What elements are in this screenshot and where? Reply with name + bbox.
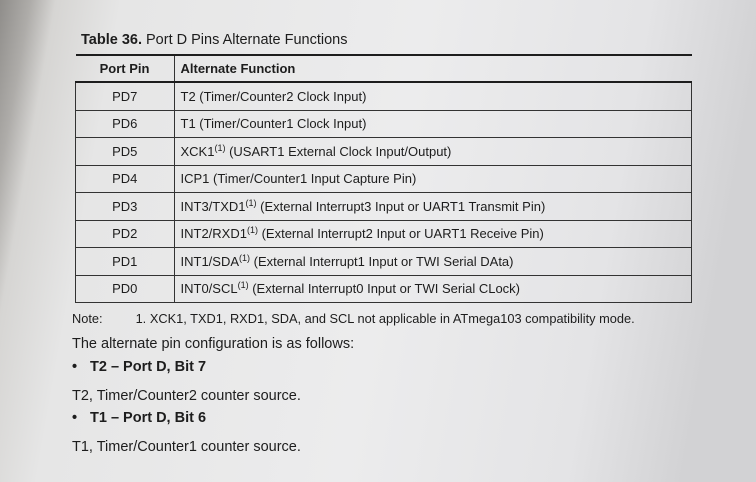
note-number: 1. <box>135 311 147 326</box>
bullet-icon: • <box>72 410 78 426</box>
function-text: INT3/TXD1 <box>180 198 246 214</box>
function-text: T1 (Timer/Counter1 Clock Input) <box>180 116 367 132</box>
port-pin-cell: PD6 <box>76 110 175 138</box>
table-caption <box>81 32 348 48</box>
bullet-icon: • <box>72 359 78 375</box>
footnote-marker: (1) <box>214 142 226 153</box>
function-description: (External Interrupt3 Input or UART1 Transmit Pin) <box>256 198 546 214</box>
function-text: INT1/SDA <box>180 253 240 269</box>
alternate-function-cell <box>174 110 692 138</box>
footnote-marker: (1) <box>239 252 251 263</box>
table-row <box>76 138 692 166</box>
table-header-row <box>76 55 692 82</box>
function-description: (External Interrupt0 Input or TWI Serial CLock) <box>248 281 520 297</box>
footnote-marker: (1) <box>246 225 258 236</box>
function-text: INT2/RXD1 <box>180 226 247 242</box>
alternate-function-cell <box>174 82 692 110</box>
note-text: XCK1, TXD1, RXD1, SDA, and SCL not applicable in ATmega103 compatibility mode. <box>149 311 635 326</box>
function-text: ICP1 (Timer/Counter1 Input Capture Pin) <box>180 171 417 187</box>
alternate-function-cell <box>174 165 692 193</box>
function-text: INT0/SCL <box>180 281 238 297</box>
function-text: XCK1 <box>180 143 215 159</box>
function-description: (External Interrupt2 Input or UART1 Receive Pin) <box>257 226 544 242</box>
alternate-function-cell <box>174 138 692 166</box>
bullet-body-t1: T1, Timer/Counter1 counter source. <box>72 439 301 455</box>
table-row <box>76 193 692 221</box>
alternate-function-cell <box>174 248 692 276</box>
alternate-function-cell <box>174 193 692 221</box>
alternate-function-cell <box>174 220 692 248</box>
table-row <box>76 110 692 138</box>
function-description: (External Interrupt1 Input or TWI Serial DAta) <box>250 253 514 269</box>
table-row <box>76 165 692 193</box>
port-pin-cell: PD2 <box>76 220 175 248</box>
port-pin-cell: PD5 <box>76 138 175 166</box>
table-caption-title: Port D Pins Alternate Functions <box>146 32 348 48</box>
table-row <box>76 82 692 110</box>
function-text: T2 (Timer/Counter2 Clock Input) <box>180 88 367 104</box>
port-d-table <box>75 54 692 303</box>
table-caption-number: Table 36. <box>81 32 142 48</box>
port-pin-cell: PD1 <box>76 248 175 276</box>
port-pin-cell: PD7 <box>76 82 175 110</box>
document-page <box>66 24 706 464</box>
table-row <box>76 275 692 303</box>
port-pin-cell: PD4 <box>76 165 175 193</box>
bullet-heading-text: T1 – Port D, Bit 6 <box>90 410 207 426</box>
bullet-heading-t2 <box>72 359 206 375</box>
note-label: Note: <box>72 311 103 326</box>
port-pin-cell: PD0 <box>76 275 175 303</box>
table-note <box>72 311 702 326</box>
bullet-heading-t1 <box>72 410 206 426</box>
footnote-marker: (1) <box>245 197 257 208</box>
footnote-marker: (1) <box>237 280 249 291</box>
column-header-port-pin: Port Pin <box>76 55 175 82</box>
intro-paragraph: The alternate pin configuration is as follows: <box>72 336 355 352</box>
function-description: (USART1 External Clock Input/Output) <box>225 143 452 159</box>
table-row <box>76 248 692 276</box>
column-header-alternate-function: Alternate Function <box>174 55 692 82</box>
bullet-body-t2: T2, Timer/Counter2 counter source. <box>72 388 301 404</box>
table-row <box>76 220 692 248</box>
port-pin-cell: PD3 <box>76 193 175 221</box>
bullet-heading-text: T2 – Port D, Bit 7 <box>90 359 207 375</box>
alternate-function-cell <box>174 275 692 303</box>
